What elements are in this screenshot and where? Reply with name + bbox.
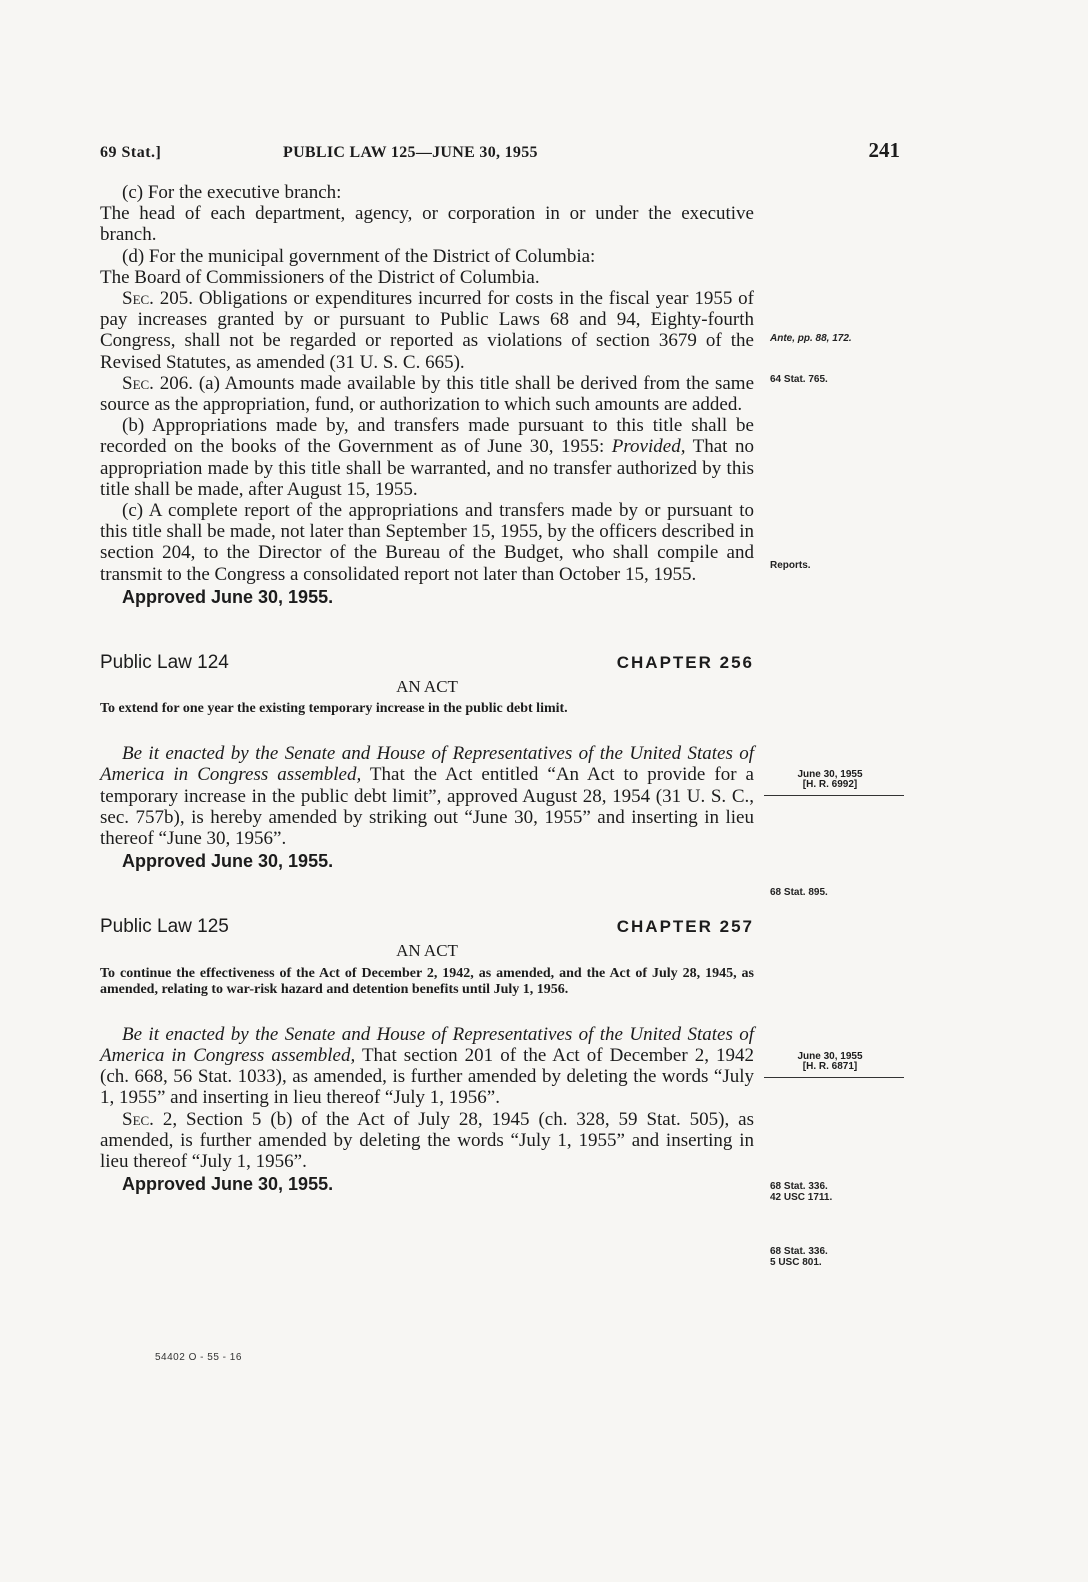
pl125-heading bbox=[100, 916, 754, 946]
clause-c-text: The head of each department, agency, or corporation in or under the executive branch. bbox=[100, 203, 754, 246]
pl124-margin-rule bbox=[764, 795, 904, 796]
printer-mark: 54402 O - 55 - 16 bbox=[155, 1352, 242, 1363]
pl125-an-act: AN ACT bbox=[396, 941, 458, 961]
section-205-text: Obligations or expenditures incurred for costs in the fiscal year 1955 of pay increases granted by or pursuant to Public Laws 68 and 94, Eighty-fourth Congress, shall not be regarded or reported as violations of section 3679 of the Revised Statutes, as amended (31 U. S. C. 665). bbox=[100, 288, 754, 373]
section-205 bbox=[100, 288, 754, 373]
section-206-b-text-1: (b) Appropriations made by, and transfers made pursuant to this title shall be recorded on the books of the Government as of June 30, 1955: bbox=[100, 415, 754, 458]
running-head bbox=[100, 140, 900, 164]
pl125-bill-number: [H. R. 6871] bbox=[802, 1061, 858, 1072]
margin-note-64-stat-765: 64 Stat. 765. bbox=[770, 374, 828, 385]
pl125-margin-rule bbox=[764, 1077, 904, 1078]
pl124-chapter: CHAPTER 256 bbox=[616, 653, 754, 673]
pl124-an-act: AN ACT bbox=[396, 677, 458, 697]
pl125-approval-date: June 30, 1955 bbox=[797, 1051, 863, 1062]
margin-note-68-stat-336-b: 68 Stat. 336. bbox=[770, 1246, 828, 1257]
pl124-approved: Approved June 30, 1955. bbox=[122, 851, 334, 872]
pl124-enact-text: That the Act entitled “An Act to provide for a temporary increase in the public debt limit”, approved August 28, 1954 (31 U. S. C., sec. 757b), is hereby amended by striking out “June 30, 1955” and inserting in lieu thereof “June 30, 1956”. bbox=[100, 764, 754, 850]
pl124-bill-number: [H. R. 6992] bbox=[802, 779, 858, 790]
clause-d-label: (d) For the municipal government of the District of Columbia: bbox=[122, 245, 596, 267]
pl124-purpose: To extend for one year the existing temporary increase in the public debt limit. bbox=[100, 701, 568, 717]
margin-note-68-stat-895: 68 Stat. 895. bbox=[770, 887, 828, 898]
section-206 bbox=[100, 373, 754, 415]
pl125-chapter: CHAPTER 257 bbox=[616, 917, 754, 937]
pl125-enact-formula: Be it enacted by the Senate and House of Representatives of the United States of America in Congress assembled, bbox=[100, 1023, 754, 1066]
pl125-enacting-clause bbox=[100, 1024, 754, 1109]
margin-note-reports: Reports. bbox=[770, 560, 811, 571]
margin-note-5-usc-801: 5 USC 801. bbox=[770, 1257, 822, 1268]
pl125-enact-text: That section 201 of the Act of December 2, 1942 (ch. 668, 56 Stat. 1033), as amended, is further amended by deleting the words “July 1, 1955” and inserting in lieu thereof “July 1, 1956”. bbox=[100, 1044, 754, 1109]
section-206-c: (c) A complete report of the appropriations and transfers made by or pursuant to this title shall be made, not later than September 15, 1955, by the officers described in section 204, to the Director of the Bureau of the Budget, who shall compile and transmit to the Congress a consolidated report not later than October 15, 1955. bbox=[100, 500, 754, 585]
pl124-approval-date: June 30, 1955 bbox=[797, 769, 863, 780]
pl124-enact-formula: Be it enacted by the Senate and House of Representatives of the United States of America in Congress assembled, bbox=[100, 743, 754, 786]
section-206-b bbox=[100, 415, 754, 500]
pl125-approved: Approved June 30, 1955. bbox=[122, 1174, 334, 1195]
volume-citation: 69 Stat.] bbox=[100, 144, 162, 161]
pl125-title: Public Law 125 bbox=[100, 916, 229, 938]
margin-note-68-stat-336-a: 68 Stat. 336. bbox=[770, 1181, 828, 1192]
section-206-label: Sec. 206. bbox=[122, 372, 193, 394]
section-206-text: (a) Amounts made available by this title shall be derived from the same source as the appropriation, fund, or authorization to which such amounts are added. bbox=[100, 372, 755, 416]
section-206-b-text-2: That no appropriation made by this title shall be warranted, and no transfer authorized by this title shall be made, after August 15, 1955. bbox=[100, 436, 754, 500]
pl125-sec2-label: Sec. 2, bbox=[122, 1108, 178, 1130]
approved-date: Approved June 30, 1955. bbox=[122, 586, 334, 607]
pl125-section-2 bbox=[100, 1109, 754, 1173]
pl125-purpose: To continue the effectiveness of the Act of December 2, 1942, as amended, and the Act of July 28, 1945, as amended, relating to war-risk hazard and detention benefits until July 1, 1956. bbox=[100, 965, 754, 997]
clause-c-label: (c) For the executive branch: bbox=[122, 182, 342, 203]
section-205-label: Sec. 205. bbox=[122, 288, 194, 310]
page-number: 241 bbox=[868, 138, 900, 162]
pl124-title: Public Law 124 bbox=[100, 652, 229, 674]
pl125-sec2-text: Section 5 (b) of the Act of July 28, 1945 (ch. 328, 59 Stat. 505), as amended, is further amended by deleting the words “July 1, 1955” and inserting in lieu thereof “July 1, 1956”. bbox=[100, 1108, 754, 1172]
margin-note-ante: Ante, pp. 88, 172. bbox=[770, 333, 852, 344]
provided-term: Provided, bbox=[611, 436, 686, 458]
pl124-heading bbox=[100, 652, 754, 682]
clause-d-text: The Board of Commissioners of the District of Columbia. bbox=[100, 266, 540, 288]
margin-note-42-usc-1711: 42 USC 1711. bbox=[770, 1192, 833, 1203]
pl124-enacting-clause bbox=[100, 743, 754, 849]
running-title: PUBLIC LAW 125—JUNE 30, 1955 bbox=[283, 144, 538, 161]
main-text bbox=[100, 182, 754, 1195]
